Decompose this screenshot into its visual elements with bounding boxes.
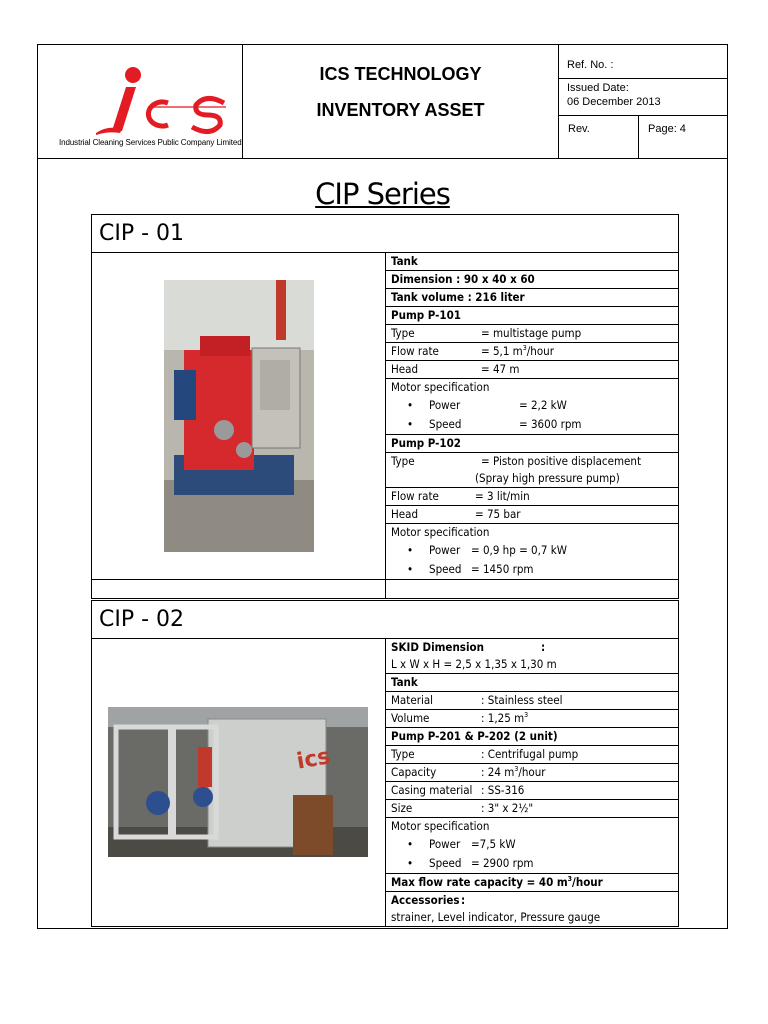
ref-no-label: Ref. No. :	[567, 59, 614, 71]
cip02-photo-cell	[92, 639, 386, 927]
cip02-specs	[386, 639, 679, 927]
page-number: Page: 4	[648, 123, 686, 135]
cip02-capacity: Capacity : 24 $m^3$/hour	[386, 764, 678, 782]
cip01-tank-volume: Tank volume : 216 liter	[386, 289, 678, 307]
cip01-table	[91, 214, 679, 599]
cip01-pump1-motor: Motor specification • Power = 2,2 kW • Speed = 3600 rpm	[386, 379, 678, 435]
section-title: CIP Series	[315, 177, 450, 211]
issued-date-cell	[559, 79, 727, 116]
company-tagline: Industrial Cleaning Services Public Company Limited	[59, 138, 242, 147]
cip02-motor: Motor specification • Power =7,5 kW • Speed = 2900 rpm	[386, 818, 678, 874]
cip01-pump2-motor: Motor specification • Power = 0,9 hp = 0,7 kW • Speed = 1450 rpm	[391, 525, 568, 576]
cip01-empty-cell	[386, 580, 679, 599]
issued-date-label: Issued Date:	[567, 82, 629, 94]
cip02-table	[91, 600, 679, 927]
svg-text:ics: ics	[294, 744, 333, 775]
rev-label: Rev.	[568, 123, 590, 135]
cip02-skid: SKID Dimension : L x W x H = 2,5 x 1,35 x 1,30 m	[386, 639, 678, 674]
document-page	[37, 44, 728, 929]
cip02-volume: Volume : 1,25 $m^3$	[386, 710, 678, 728]
cip01-pump1-header: Pump P-101	[386, 307, 678, 325]
cip01-pump2-flow: Flow rate = 3 lit/min	[386, 488, 678, 506]
cip01-pump2-type: Type = Piston positive displacement (Spray high pressure pump)	[386, 453, 678, 488]
header-divider	[38, 158, 727, 159]
cip02-pump-header: Pump P-201 & P-202 (2 unit)	[386, 728, 678, 746]
cip02-size: Size : 3" x 2½"	[386, 800, 678, 818]
cip02-photo	[108, 707, 368, 857]
cip02-type: Type : Centrifugal pump	[386, 746, 678, 764]
cip02-casing: Casing material : SS-316	[386, 782, 678, 800]
cip02-material: Material : Stainless steel	[386, 692, 678, 710]
cip02-max-flow: Max flow rate capacity = 40 $m^3$/hour	[386, 874, 678, 892]
ref-no-cell	[559, 45, 727, 79]
cip01-dimension: Dimension : 90 x 40 x 60	[386, 271, 678, 289]
cip01-pump1-type: Type = multistage pump	[386, 325, 678, 343]
header-title-line1: ICS TECHNOLOGY	[319, 64, 482, 84]
cip02-tank-header: Tank	[386, 674, 678, 692]
header-divider	[638, 115, 639, 158]
cip01-pump2-head: Head = 75 bar	[386, 506, 678, 524]
cip01-heading: CIP - 01	[92, 215, 679, 253]
cip02-heading: CIP - 02	[92, 601, 679, 639]
cip01-empty-cell	[92, 580, 386, 599]
header-title-line2: INVENTORY ASSET	[316, 100, 485, 120]
cip01-photo	[164, 280, 314, 552]
cip01-specs	[386, 253, 679, 580]
cip02-accessories: Accessories: strainer, Level indicator, Pressure gauge	[391, 893, 601, 924]
cip01-pump1-flow: Flow rate = 5,1 $m^3$/hour	[386, 343, 678, 361]
cip01-pump2-header: Pump P-102	[386, 435, 678, 453]
cip01-tank-header: Tank	[386, 253, 678, 271]
issued-date-value: 06 December 2013	[567, 96, 661, 108]
cip01-photo-cell	[92, 253, 386, 580]
cip01-pump1-head: Head = 47 m	[386, 361, 678, 379]
